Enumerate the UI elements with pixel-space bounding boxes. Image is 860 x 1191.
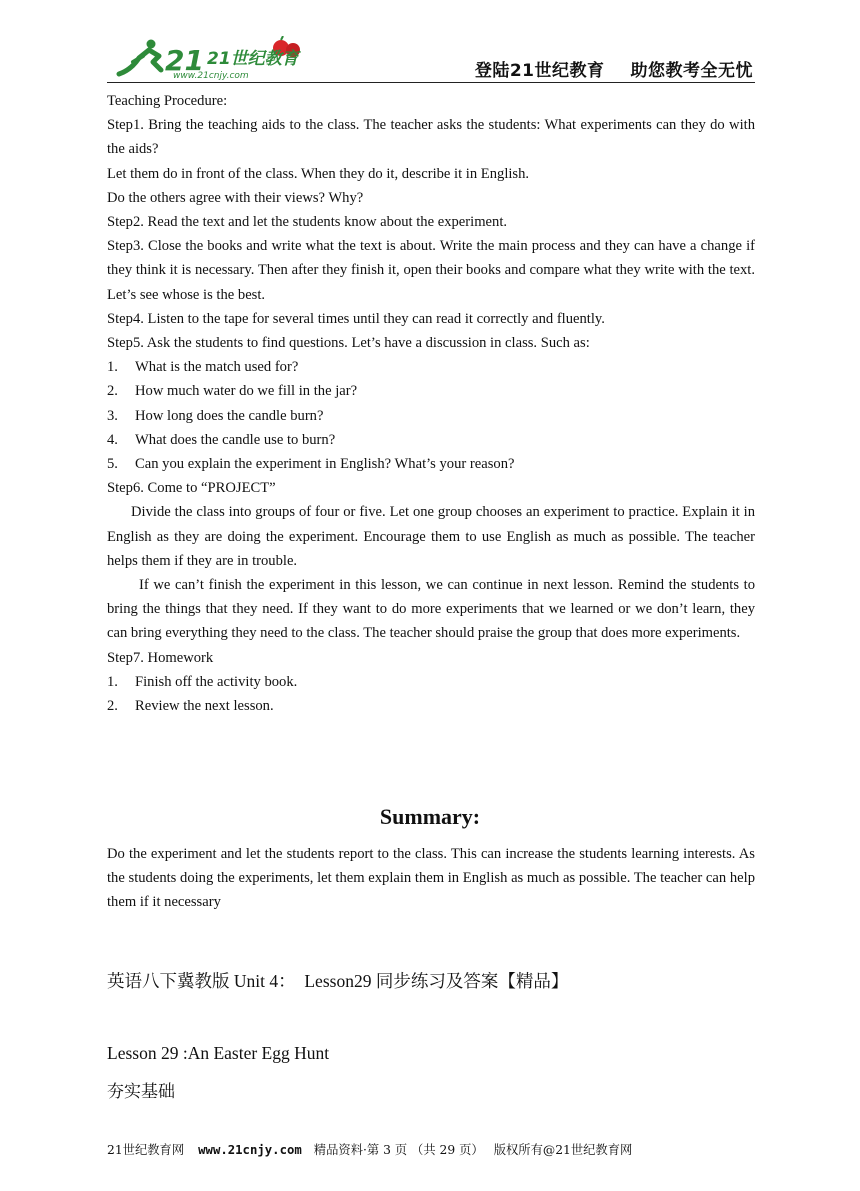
footer-site: 21世纪教育网 bbox=[107, 1143, 185, 1157]
step-4: Step4. Listen to the tape for several times until they can read it correctly and fluently. bbox=[107, 310, 605, 327]
footer-url[interactable]: www.21cnjy.com bbox=[198, 1143, 302, 1157]
list-item bbox=[107, 428, 755, 452]
step-6-paragraph-1: Divide the class into groups of four or five. Let one group chooses an experiment to practice. Explain it in English as they are doing the experiment. Encourage them to use English as much as possible. The teacher helps them if they are in trouble. bbox=[107, 504, 755, 569]
step-1-question: Do the others agree with their views? Why? bbox=[107, 189, 364, 206]
procedure-title: Teaching Procedure: bbox=[107, 93, 228, 109]
list-item bbox=[107, 379, 755, 403]
basics-heading: 夯实基础 bbox=[107, 1082, 175, 1102]
list-item bbox=[107, 452, 755, 476]
footer-copyright: 版权所有@21世纪教育网 bbox=[493, 1143, 633, 1157]
list-number: 4. bbox=[107, 431, 118, 448]
svg-text:21: 21 bbox=[165, 44, 204, 77]
header-slogan bbox=[449, 56, 753, 81]
step-5: Step5. Ask the students to find questions. Let’s have a discussion in class. Such as: bbox=[107, 335, 590, 352]
step-3: Step3. Close the books and write what the text is about. Write the main process and they can have a change if they think it is necessary. Then after they finish it, open their books and compare what they write with the text. Let’s see whose is the best. bbox=[107, 238, 755, 303]
summary-text: Do the experiment and let the students report to the class. This can increase the students learning interests. As the students doing the experiments, let them explain them in English as much as possible. The teacher can help them if it necessary bbox=[107, 846, 755, 911]
list-number: 5. bbox=[107, 456, 118, 473]
list-text: Finish off the activity book. bbox=[135, 673, 298, 690]
list-text: Can you explain the experiment in English? What’s your reason? bbox=[135, 456, 515, 473]
header-slogan-help: 助您教考全无忧 bbox=[630, 61, 753, 81]
page-footer bbox=[107, 1140, 632, 1158]
lesson-title: Lesson 29 :An Easter Egg Hunt bbox=[107, 1043, 330, 1063]
footer-page-info: 精品资料·第 3 页 （共 29 页） bbox=[313, 1143, 484, 1157]
step-2: Step2. Read the text and let the students know about the experiment. bbox=[107, 214, 508, 231]
list-text: How much water do we fill in the jar? bbox=[135, 383, 358, 400]
logo-url: www.21cnjy.com bbox=[173, 71, 249, 80]
step-1: Step1. Bring the teaching aids to the class. The teacher asks the students: What experiments can they do with the aids? bbox=[107, 117, 755, 158]
logo-text: 21世纪教育 bbox=[207, 49, 299, 69]
list-number: 2. bbox=[107, 698, 118, 715]
list-number: 1. bbox=[107, 359, 118, 376]
list-number: 3. bbox=[107, 407, 118, 424]
summary-heading: Summary: bbox=[379, 804, 481, 829]
list-text: How long does the candle burn? bbox=[135, 407, 324, 424]
list-item bbox=[107, 670, 755, 694]
list-number: 2. bbox=[107, 383, 118, 400]
step-7: Step7. Homework bbox=[107, 649, 214, 666]
list-item bbox=[107, 694, 755, 718]
list-item bbox=[107, 355, 755, 379]
list-number: 1. bbox=[107, 673, 118, 690]
21cnjy-logo bbox=[109, 36, 309, 80]
page-header bbox=[107, 34, 755, 83]
list-item bbox=[107, 404, 755, 428]
list-text: What does the candle use to burn? bbox=[135, 431, 336, 448]
list-text: What is the match used for? bbox=[135, 359, 299, 376]
section-heading: 英语八下冀教版 Unit 4： Lesson29 同步练习及答案【精品】 bbox=[107, 971, 569, 991]
header-slogan-login: 登陆21世纪教育 bbox=[474, 61, 605, 81]
step-6-paragraph-2: If we can’t finish the experiment in this lesson, we can continue in next lesson. Remind the students to bring the things that they need. If they want to do more experiments that we learned or we don’t learn, they can bring everything they need to the class. The teacher should praise the group that does more experiments. bbox=[107, 577, 755, 642]
step-6: Step6. Come to “PROJECT” bbox=[107, 480, 276, 497]
step-1-detail: Let them do in front of the class. When they do it, describe it in English. bbox=[107, 165, 530, 182]
list-text: Review the next lesson. bbox=[135, 698, 274, 715]
teaching-procedure bbox=[107, 89, 755, 718]
